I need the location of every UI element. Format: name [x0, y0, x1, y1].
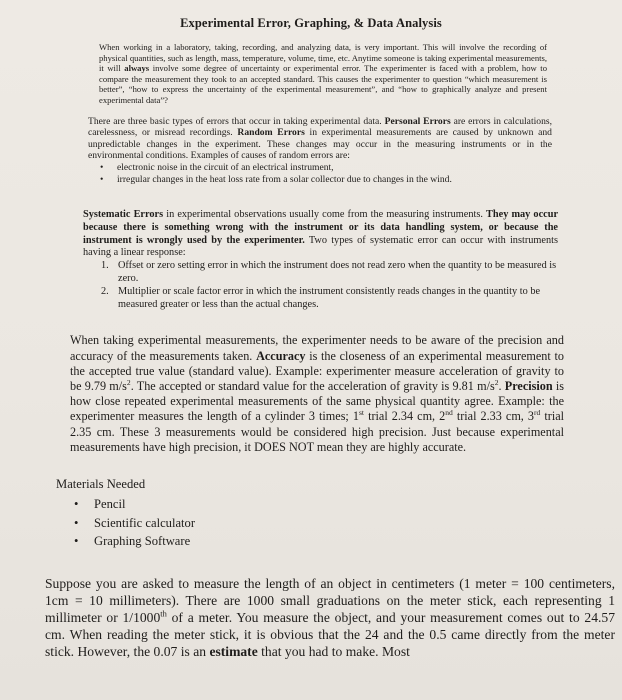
list-item-text: Offset or zero setting error in which the instrument does not read zero when the quantity to be measured is zero. [118, 260, 557, 284]
systematic-emphasis: They may occur because there is something wrong with the instrument or its data handling system, or because the instrument is wrongly used by the experimenter. [83, 208, 559, 246]
list-item: • electronic noise in the circuit of an electrical instrument, [117, 162, 557, 175]
paragraph-text: of a meter. You measure the object, and your measurement comes out to 24.57 cm. When reading the meter stick, it is obvious that the 24 and the 0.5 came directly from the meter stick. However, the 0.07 is an [45, 609, 615, 659]
paragraph-text: . The accepted or standard value for the acceleration of gravity is 9.81 m/s [130, 378, 495, 393]
random-errors-term: Random Errors [237, 127, 305, 139]
paragraph-text: is how close repeated experimental measurements of the same physical quantity agree. Example: the experimenter measures the length of a cylinder 3 times; 1 [70, 378, 564, 424]
paragraph-text: is the closeness of an experimental measurement to the accepted true value (standard value). Example: experimenter measure acceleration of gravity to be 9.79 m/s [70, 348, 564, 393]
page-title: Experimental Error, Graphing, & Data Analysis [180, 16, 442, 30]
errors-text: in experimental measurements are caused by unknown and unpredictable changes in the experiment. These changes may occur in the measuring instruments or in the environmental conditions. Examples of causes of random errors are: [88, 127, 552, 162]
systematic-error-types-list [101, 260, 559, 311]
random-error-examples-list [117, 162, 557, 187]
paragraph-text: trial 2.34 cm, 2 [364, 409, 446, 424]
systematic-paragraph [83, 209, 558, 260]
paragraph-text: When taking experimental measurements, the experimenter needs to be aware of the precision and accuracy of the measurements taken. [70, 333, 564, 363]
errors-text: There are three basic types of errors that occur in taking experimental data. [88, 115, 385, 127]
list-item [101, 260, 559, 286]
superscript: rd [534, 408, 541, 418]
precision-term: Precision [504, 378, 553, 393]
paragraph-text: Suppose you are asked to measure the length of an object in centimeters (1 meter = 100 centimeters, 1cm = 10 millimeters). There are 1000 small graduations on the meter stick, each representing 1 millimeter or 1/1000 [45, 575, 615, 625]
superscript: nd [445, 408, 453, 418]
list-item: • Pencil [56, 495, 622, 514]
systematic-text: in experimental observations usually come from the measuring instruments. [163, 208, 487, 220]
superscript: 2 [494, 377, 499, 387]
materials-list [56, 495, 622, 551]
list-number: 1. [101, 260, 109, 272]
materials-heading: Materials Needed [56, 476, 146, 491]
systematic-text: Two types of systematic error can occur with instruments having a linear response: [83, 234, 558, 259]
intro-text: involve some degree of uncertainty or experimental error. The experimenter is faced with a problem, how to compare the measurement they took to an accepted standard. This causes the experimenter to question “which measurement is better”, “how to express the uncertainty of the experimental measurement”, and “how to graphically analyze and present experimental data”? [99, 63, 547, 105]
errors-paragraph [88, 116, 552, 162]
measurement-paragraph [45, 575, 615, 660]
list-item-text: Multiplier or scale factor error in which the instrument consistently reads changes in the quantity to be measured greater or less than the actual changes. [118, 285, 541, 310]
estimate-term: estimate [209, 643, 258, 659]
list-item: • Graphing Software [56, 532, 622, 551]
list-item: • irregular changes in the heat loss rate from a solar collector due to changes in the wind. [117, 174, 557, 187]
errors-text: are errors in calculations, carelessness, or misread recordings. [88, 115, 552, 139]
list-number: 2. [101, 285, 109, 297]
materials-section [56, 475, 622, 551]
intro-text: When working in a laboratory, taking, recording, and analyzing data, is very important. This will involve the recording of physical quantities, such as length, mass, temperature, volume, time, etc. Anytime someone is taking experimental measurements, it will [99, 42, 547, 74]
personal-errors-term: Personal Errors [384, 115, 451, 127]
accuracy-term: Accuracy [256, 348, 306, 363]
superscript: st [358, 408, 365, 418]
list-item: • Scientific calculator [56, 514, 622, 533]
paragraph-text: trial 2.33 cm, 3 [452, 409, 535, 424]
paragraph-text: trial 2.35 cm. These 3 measurements would be considered high precision. Just because experimental measurements have high precision, it DOES NOT mean they are highly accurate. [70, 409, 564, 454]
intro-paragraph [99, 42, 547, 106]
superscript: th [160, 608, 167, 619]
superscript: 2 [126, 377, 131, 387]
intro-emphasis: always [124, 63, 150, 74]
paragraph-text: . [498, 378, 505, 393]
list-item [101, 286, 559, 312]
precision-accuracy-paragraph [70, 333, 564, 455]
systematic-errors-term: Systematic Errors [83, 208, 164, 220]
paragraph-text: that you had to make. Most [257, 643, 410, 659]
